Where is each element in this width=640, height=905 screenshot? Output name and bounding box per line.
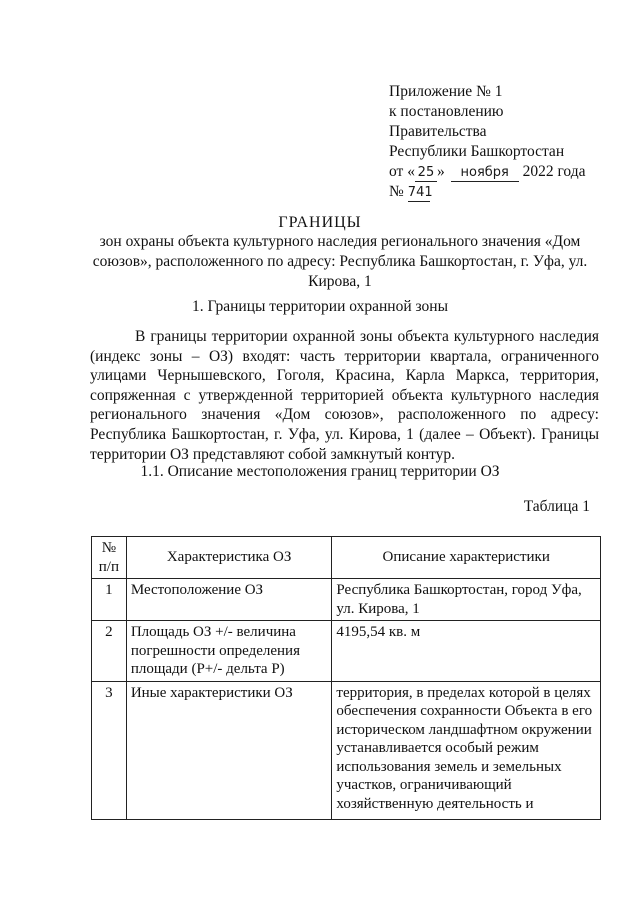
row-1-characteristic: Местоположение ОЗ	[126, 579, 332, 621]
table-row	[92, 621, 601, 682]
header-characteristic: Характеристика ОЗ	[126, 537, 332, 579]
row-1-number: 1	[92, 579, 127, 621]
date-year: 2022 года	[522, 163, 586, 180]
row-3-description: территория, в пределах которой в целях обеспечения сохранности Объекта в его историческом ландшафтном окружении устанавливается особый режим использования земель и земельных участков, ограничивающий хозяйственную деятельность и	[332, 681, 601, 819]
characteristics-table	[91, 536, 601, 820]
appendix-line-2: к постановлению	[389, 103, 504, 120]
row-3-characteristic: Иные характеристики ОЗ	[126, 681, 332, 819]
table-caption: Таблица 1	[523, 498, 590, 515]
header-description: Описание характеристики	[332, 537, 601, 579]
date-month-handwritten: ноября	[451, 165, 519, 182]
row-2-number: 2	[92, 621, 127, 682]
appendix-line-1: Приложение № 1	[389, 83, 503, 100]
section-1-heading: 1. Границы территории охранной зоны	[191, 298, 448, 315]
section-1-paragraph: В границы территории охранной зоны объекта культурного наследия (индекс зоны – ОЗ) входят: часть территории квартала, ограниченного улицами Чернышевского, Гоголя, Красина, Карла Маркса, территория, сопряженная с утвержденной территорией объекта культурного наследия регионального значения «Дом союзов», расположенного по адресу: Республика Башкортостан, г. Уфа, ул. Кирова, 1 (далее – Объект). Границы территории ОЗ представляют собой замкнутый контур.	[90, 328, 599, 463]
table-row	[92, 579, 601, 621]
row-2-characteristic: Площадь ОЗ +/- величина погрешности определения площади (Р+/- дельта Р)	[126, 621, 332, 682]
appendix-date	[389, 162, 586, 182]
section-1-1-heading: 1.1. Описание местоположения границ территории ОЗ	[140, 463, 500, 480]
date-day-handwritten: 25	[415, 165, 437, 182]
number-handwritten: 741	[407, 185, 433, 200]
date-prefix: от «	[389, 163, 415, 180]
date-mid: »	[436, 163, 445, 180]
row-2-description: 4195,54 кв. м	[332, 621, 601, 682]
appendix-block	[389, 82, 586, 202]
header-number: № п/п	[92, 537, 127, 579]
table-header-row	[92, 537, 601, 579]
appendix-line-3: Правительства	[389, 123, 487, 140]
document-subtitle: зон охраны объекта культурного наследия регионального значения «Дом союзов», расположенного по адресу: Республика Башкортостан, г. Уфа, ул. Кирова, 1	[92, 233, 588, 290]
document-title: ГРАНИЦЫ	[278, 214, 362, 231]
number-prefix: №	[389, 183, 404, 200]
appendix-line-4: Республики Башкортостан	[389, 143, 565, 160]
row-1-description: Республика Башкортостан, город Уфа, ул. Кирова, 1	[332, 579, 601, 621]
appendix-number	[389, 182, 586, 202]
row-3-number: 3	[92, 681, 127, 819]
table-row	[92, 681, 601, 819]
